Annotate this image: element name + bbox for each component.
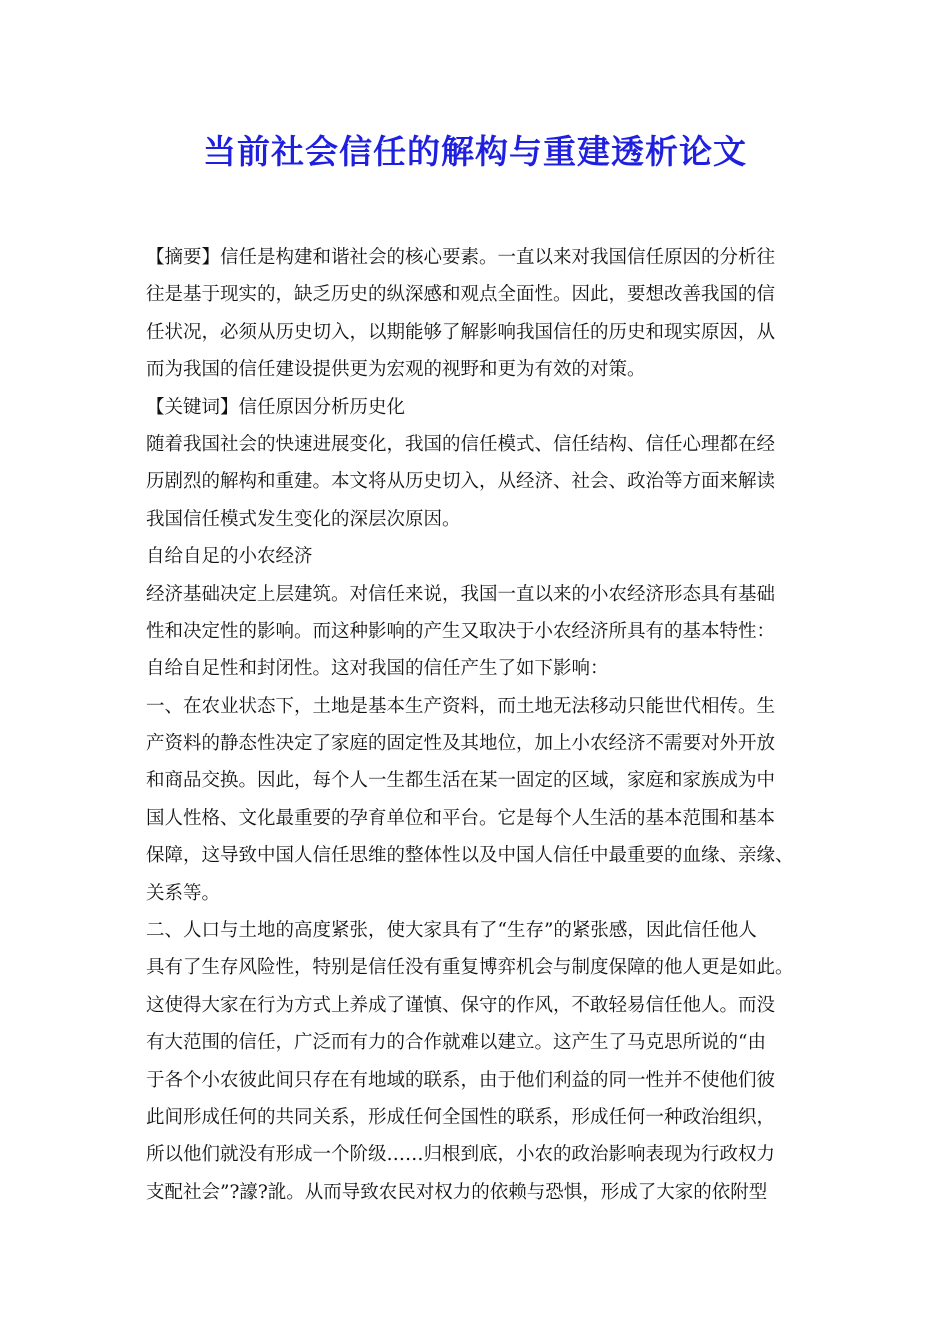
text-line: 所以他们就没有形成一个阶级……归根到底，小农的政治影响表现为行政权力: [146, 1144, 776, 1166]
text-line: 一、在农业状态下，土地是基本生产资料，而土地无法移动只能世代相传。生: [146, 695, 776, 717]
text-line: 自给自足性和封闭性。这对我国的信任产生了如下影响：: [146, 658, 609, 680]
text-line: 支配社会”?譹?訛。从而导致农民对权力的依赖与恐惧，形成了大家的依附型: [146, 1181, 768, 1203]
text-line: 历剧烈的解构和重建。本文将从历史切入，从经济、社会、政治等方面来解读: [146, 471, 776, 493]
text-line: 此间形成任何的共同关系，形成任何全国性的联系，形成任何一种政治组织，: [146, 1106, 776, 1128]
document-title: 当前社会信任的解构与重建透析论文: [203, 132, 747, 171]
text-line: 经济基础决定上层建筑。对信任来说，我国一直以来的小农经济形态具有基础: [146, 583, 776, 605]
text-line: 具有了生存风险性，特别是信任没有重复博弈机会与制度保障的他人更是如此。: [146, 957, 794, 979]
text-line: 关系等。: [146, 882, 221, 904]
document-body: [146, 239, 826, 1211]
text-line: 有大范围的信任，广泛而有力的合作就难以建立。这产生了马克思所说的“由: [146, 1032, 766, 1054]
section-heading: 自给自足的小农经济: [146, 546, 313, 568]
text-line: 性和决定性的影响。而这种影响的产生又取决于小农经济所具有的基本特性：: [146, 620, 776, 642]
text-line: 【摘要】信任是构建和谐社会的核心要素。一直以来对我国信任原因的分析往: [146, 247, 776, 268]
text-line: 和商品交换。因此，每个人一生都生活在某一固定的区域，家庭和家族成为中: [146, 770, 776, 792]
text-line: 保障，这导致中国人信任思维的整体性以及中国人信任中最重要的血缘、亲缘、: [146, 845, 794, 867]
text-line: 【关键词】信任原因分析历史化: [146, 396, 406, 418]
text-line: 于各个小农彼此间只存在有地域的联系，由于他们利益的同一性并不使他们彼: [146, 1069, 776, 1091]
text-line: 而为我国的信任建设提供更为宏观的视野和更为有效的对策。: [146, 359, 646, 381]
text-line: 二、人口与土地的高度紧张，使大家具有了“生存”的紧张感，因此信任他人: [146, 920, 757, 942]
text-line: 国人性格、文化最重要的孕育单位和平台。它是每个人生活的基本范围和基本: [146, 807, 776, 829]
text-line: 任状况，必须从历史切入，以期能够了解影响我国信任的历史和现实原因，从: [146, 321, 776, 343]
text-line: 我国信任模式发生变化的深层次原因。: [146, 508, 461, 530]
text-line: 产资料的静态性决定了家庭的固定性及其地位，加上小农经济不需要对外开放: [146, 733, 776, 755]
text-line: 随着我国社会的快速进展变化，我国的信任模式、信任结构、信任心理都在经: [146, 433, 776, 455]
text-line: 这使得大家在行为方式上养成了谨慎、保守的作风，不敢轻易信任他人。而没: [146, 994, 776, 1016]
text-line: 往是基于现实的，缺乏历史的纵深感和观点全面性。因此，要想改善我国的信: [146, 284, 776, 306]
